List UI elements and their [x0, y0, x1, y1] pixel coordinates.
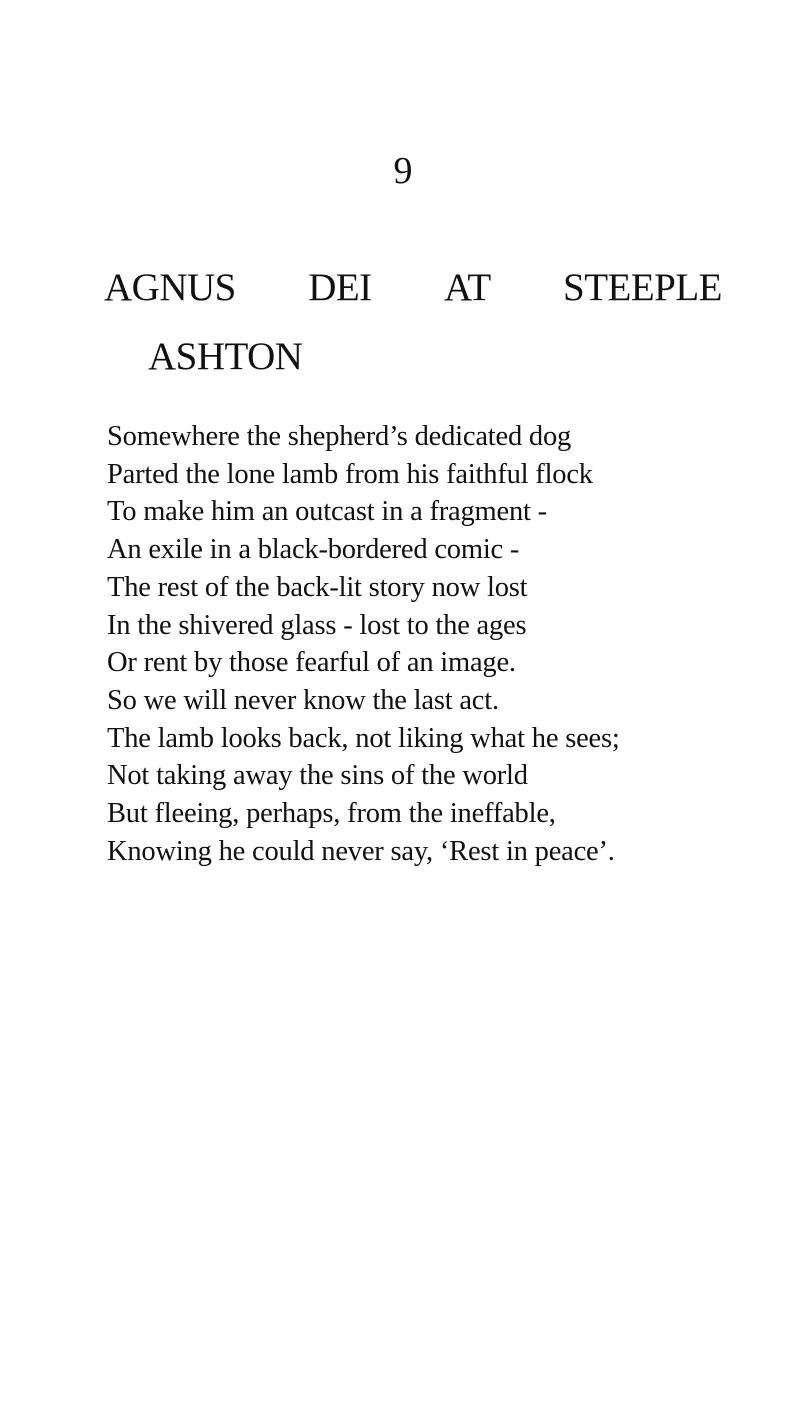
poem-line: An exile in a black-bordered comic -: [107, 534, 520, 566]
poem-line: But fleeing, perhaps, from the ineffable,: [107, 798, 556, 830]
title-line-1: [104, 262, 722, 314]
poem-line: Knowing he could never say, ‘Rest in peace’.: [107, 835, 615, 867]
title-word: STEEPLE: [563, 266, 722, 309]
poem-line: Not taking away the sins of the world: [107, 760, 528, 792]
poem-title: [104, 262, 722, 383]
title-word: DEI: [308, 266, 372, 309]
poem-line: Somewhere the shepherd’s dedicated dog: [107, 421, 572, 452]
poem-line: The lamb looks back, not liking what he sees;: [107, 722, 620, 754]
title-word: AGNUS: [104, 266, 236, 309]
poem-line: To make him an outcast in a fragment -: [107, 496, 547, 528]
poem-body: [107, 418, 787, 870]
poem-line: In the shivered glass - lost to the ages: [107, 609, 527, 641]
poem-line: The rest of the back-lit story now lost: [107, 571, 528, 603]
poem-number: 9: [393, 150, 413, 192]
title-word: AT: [444, 266, 491, 309]
poem-line: So we will never know the last act.: [107, 684, 499, 716]
poem-line: Or rent by those fearful of an image.: [107, 647, 516, 679]
poem-line: Parted the lone lamb from his faithful flock: [107, 458, 593, 490]
title-line-2: ASHTON: [148, 335, 303, 378]
